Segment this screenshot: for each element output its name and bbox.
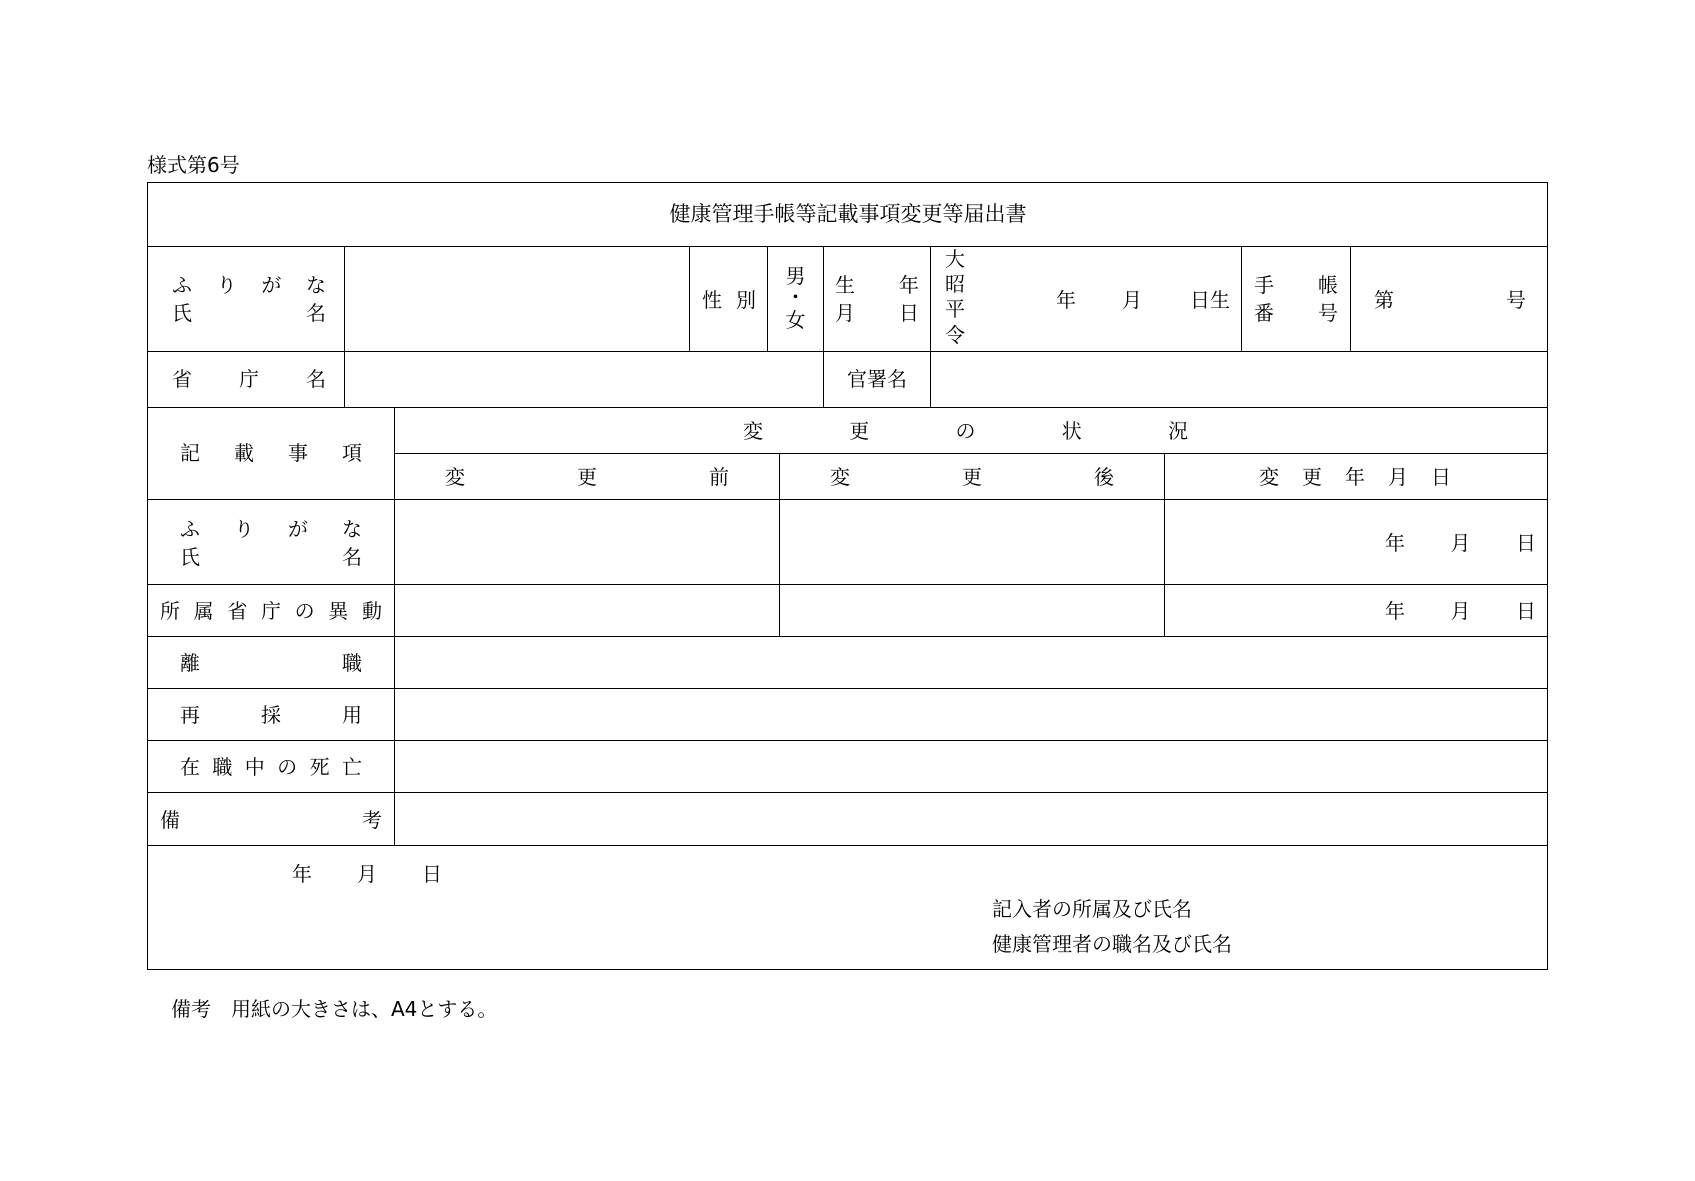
office-field[interactable] xyxy=(931,352,1548,407)
era-taisho[interactable]: 大 xyxy=(945,247,965,271)
notebook-number-field[interactable]: 第 号 xyxy=(1374,288,1526,312)
furigana-label: ふ り が な xyxy=(172,273,326,297)
name-field[interactable] xyxy=(345,247,689,351)
rehire-label: 再 採 用 xyxy=(180,703,362,727)
notification-form xyxy=(147,182,1548,970)
remarks-field[interactable] xyxy=(395,793,1548,845)
gender-option-female[interactable]: 女 xyxy=(785,308,806,332)
transfer-label: 所 属 省 庁 の 異 動 xyxy=(160,599,382,623)
retirement-label: 離 職 xyxy=(180,651,362,675)
name-change-date[interactable]: 年 月 日 xyxy=(1385,531,1536,555)
form-title: 健康管理手帳等記載事項変更等届出書 xyxy=(669,202,1027,226)
transfer-after-field[interactable] xyxy=(780,585,1164,636)
notebook-label-line1: 手 帳 xyxy=(1254,273,1338,297)
ministry-field[interactable] xyxy=(345,352,823,407)
paper-size-note: 備考 用紙の大きさは、A4とする。 xyxy=(171,997,498,1021)
notebook-label-line2: 番 号 xyxy=(1254,301,1338,325)
ministry-label: 省 庁 名 xyxy=(172,367,326,391)
rule-after-column xyxy=(1164,453,1165,636)
name-label: 氏 名 xyxy=(172,301,326,325)
death-label: 在 職 中 の 死 亡 xyxy=(180,755,362,779)
era-reiwa[interactable]: 令 xyxy=(945,323,965,347)
transfer-before-field[interactable] xyxy=(395,585,779,636)
name-before-field[interactable] xyxy=(395,500,779,584)
retirement-field[interactable] xyxy=(395,637,1548,688)
gender-option-male[interactable]: 男 xyxy=(785,264,806,288)
name-change-name-label: 氏 名 xyxy=(180,545,362,569)
death-field[interactable] xyxy=(395,741,1548,792)
name-change-furigana-label: ふ り が な xyxy=(180,517,362,541)
before-header: 変 更 前 xyxy=(445,465,729,489)
birth-year-unit: 年 xyxy=(1056,288,1076,312)
era-heisei[interactable]: 平 xyxy=(945,297,965,321)
rule-notebook-label xyxy=(1241,246,1242,351)
form-number-label: 様式第6号 xyxy=(147,153,240,177)
item-label: 記 載 事 項 xyxy=(180,441,362,465)
rule-gender-label xyxy=(689,246,690,351)
transfer-date[interactable]: 年 月 日 xyxy=(1385,599,1536,623)
submission-date[interactable]: 年 月 日 xyxy=(292,862,442,886)
name-after-field[interactable] xyxy=(780,500,1164,584)
birth-day-unit: 日生 xyxy=(1190,288,1230,312)
manager-title-name: 健康管理者の職名及び氏名 xyxy=(992,932,1232,956)
gender-label: 性 別 xyxy=(702,288,756,312)
rule-notebook-value xyxy=(1350,246,1351,351)
writer-affiliation-name: 記入者の所属及び氏名 xyxy=(992,897,1192,921)
rehire-field[interactable] xyxy=(395,689,1548,740)
change-date-header: 変 更 年 月 日 xyxy=(1259,465,1451,489)
birth-month-unit: 月 xyxy=(1122,288,1142,312)
office-label: 官署名 xyxy=(847,367,907,391)
era-showa[interactable]: 昭 xyxy=(945,272,965,296)
remarks-label: 備 考 xyxy=(160,808,382,832)
after-header: 変 更 後 xyxy=(830,465,1114,489)
birth-label-line2: 月 日 xyxy=(835,301,919,325)
gender-separator: ・ xyxy=(785,285,806,309)
rule-below-ministry xyxy=(148,407,1548,408)
birth-label-line1: 生 年 xyxy=(835,273,919,297)
rule-below-remarks xyxy=(148,845,1548,846)
rule-below-status xyxy=(394,453,1548,454)
change-status-header: 変 更 の 状 況 xyxy=(743,419,1188,443)
